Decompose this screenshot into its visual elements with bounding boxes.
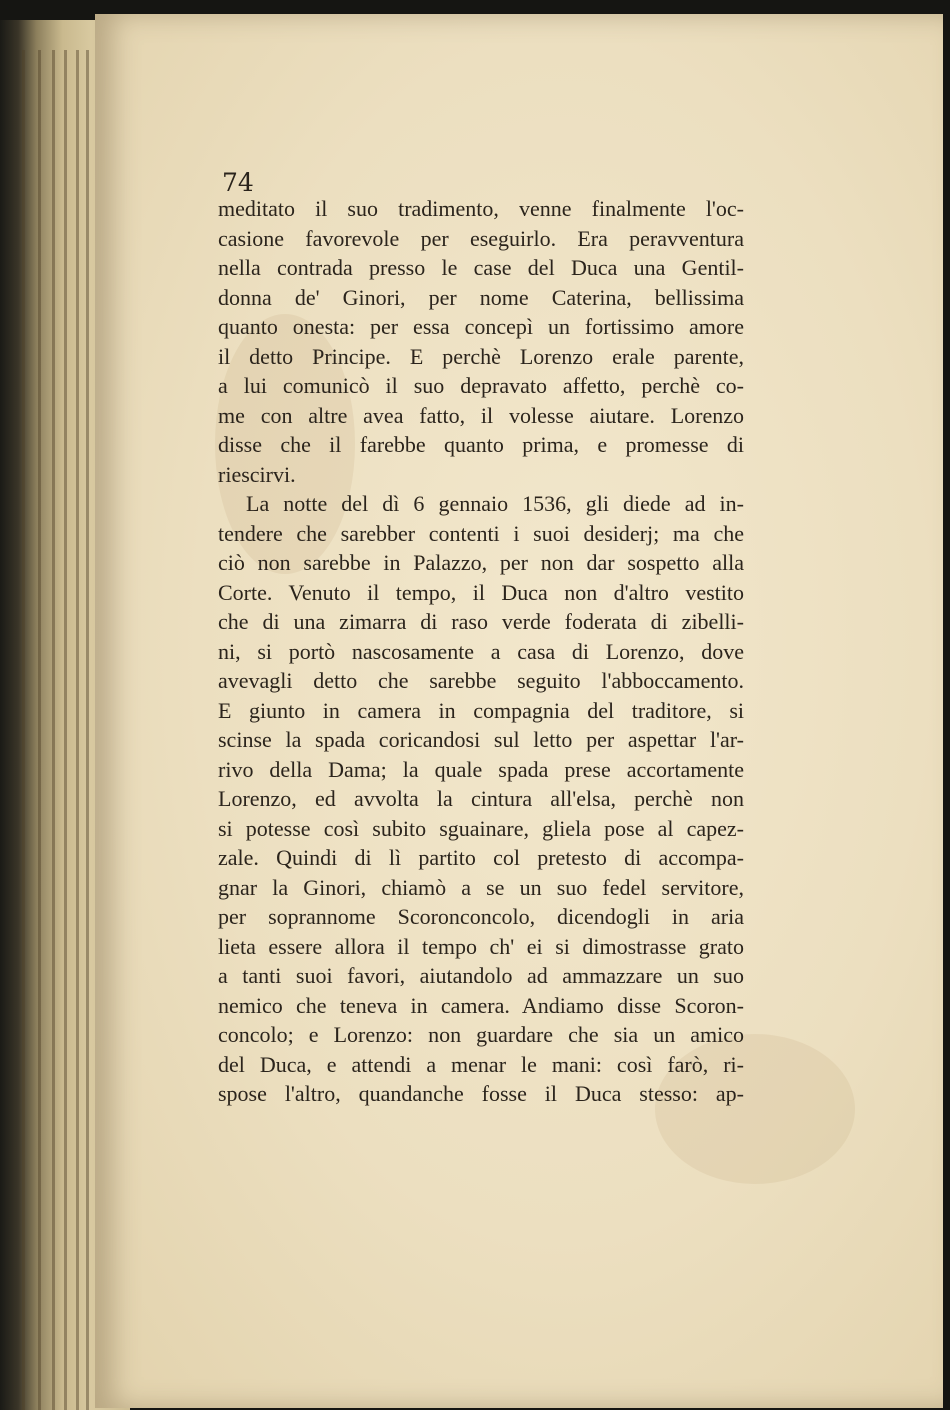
text-line: del Duca, e attendi a menar le mani: così farò, ri- xyxy=(218,1051,744,1077)
text-line: avevagli detto che sarebbe seguito l'abboccamento. xyxy=(218,668,744,693)
text-line: me con altre avea fatto, il volesse aiutare. Lorenzo xyxy=(218,402,744,428)
body-text xyxy=(218,194,744,1109)
page-leaf-edge xyxy=(52,50,55,1410)
text-line: Lorenzo, ed avvolta la cintura all'elsa, perchè non xyxy=(218,786,744,811)
text-line: concolo; e Lorenzo: non guardare che sia un amico xyxy=(218,1022,744,1047)
text-line: per soprannome Scoronconcolo, dicendogli in aria xyxy=(218,904,744,929)
text-line: casione favorevole per eseguirlo. Era peravventura xyxy=(218,225,744,251)
text-line: disse che il farebbe quanto prima, e promesse di xyxy=(218,432,744,457)
text-line: zale. Quindi di lì partito col pretesto di accompa- xyxy=(218,845,744,870)
page-leaf-edge xyxy=(22,50,25,1410)
text-line: il detto Principe. E perchè Lorenzo erale parente, xyxy=(218,343,744,369)
page-leaf-edge xyxy=(86,50,89,1410)
text-line: nemico che teneva in camera. Andiamo disse Scoron- xyxy=(218,992,744,1018)
text-line: E giunto in camera in compagnia del traditore, si xyxy=(218,697,744,723)
text-line: a tanti suoi favori, aiutandolo ad ammazzare un suo xyxy=(218,963,744,988)
text-line: La notte del dì 6 gennaio 1536, gli diede ad in- xyxy=(246,491,744,516)
text-line: spose l'altro, quandanche fosse il Duca stesso: ap- xyxy=(218,1081,744,1106)
text-line: nella contrada presso le case del Duca una Gentil- xyxy=(218,255,744,280)
text-line: rivo della Dama; la quale spada prese accortamente xyxy=(218,756,744,782)
text-line: scinse la spada coricandosi sul letto per aspettar l'ar- xyxy=(218,727,744,752)
text-line: gnar la Ginori, chiamò a se un suo fedel servitore, xyxy=(218,874,744,900)
page-leaf-edge xyxy=(64,50,67,1410)
text-line: donna de' Ginori, per nome Caterina, bellissima xyxy=(218,284,744,310)
page-number: 74 xyxy=(222,168,254,197)
text-line: tendere che sarebber contenti i suoi desiderj; ma che xyxy=(218,520,744,546)
text-line: quanto onesta: per essa concepì un fortissimo amore xyxy=(218,314,744,339)
text-line: ni, si portò nascosamente a casa di Lorenzo, dove xyxy=(218,638,744,664)
text-line: lieta essere allora il tempo ch' ei si dimostrasse grato xyxy=(218,933,744,959)
text-line: ciò non sarebbe in Palazzo, per non dar sospetto alla xyxy=(218,550,744,575)
text-line: si potesse così subito sguainare, gliela pose al capez- xyxy=(218,815,744,841)
page-leaf-edge xyxy=(76,50,79,1410)
text-line: a lui comunicò il suo depravato affetto, perchè co- xyxy=(218,373,744,398)
text-line: meditato il suo tradimento, venne finalmente l'oc- xyxy=(218,196,744,221)
text-line: che di una zimarra di raso verde foderata di zibelli- xyxy=(218,609,744,634)
text-line: riescirvi. xyxy=(218,461,296,487)
page-leaf-edge xyxy=(38,50,41,1410)
text-line: Corte. Venuto il tempo, il Duca non d'altro vestito xyxy=(218,579,744,605)
